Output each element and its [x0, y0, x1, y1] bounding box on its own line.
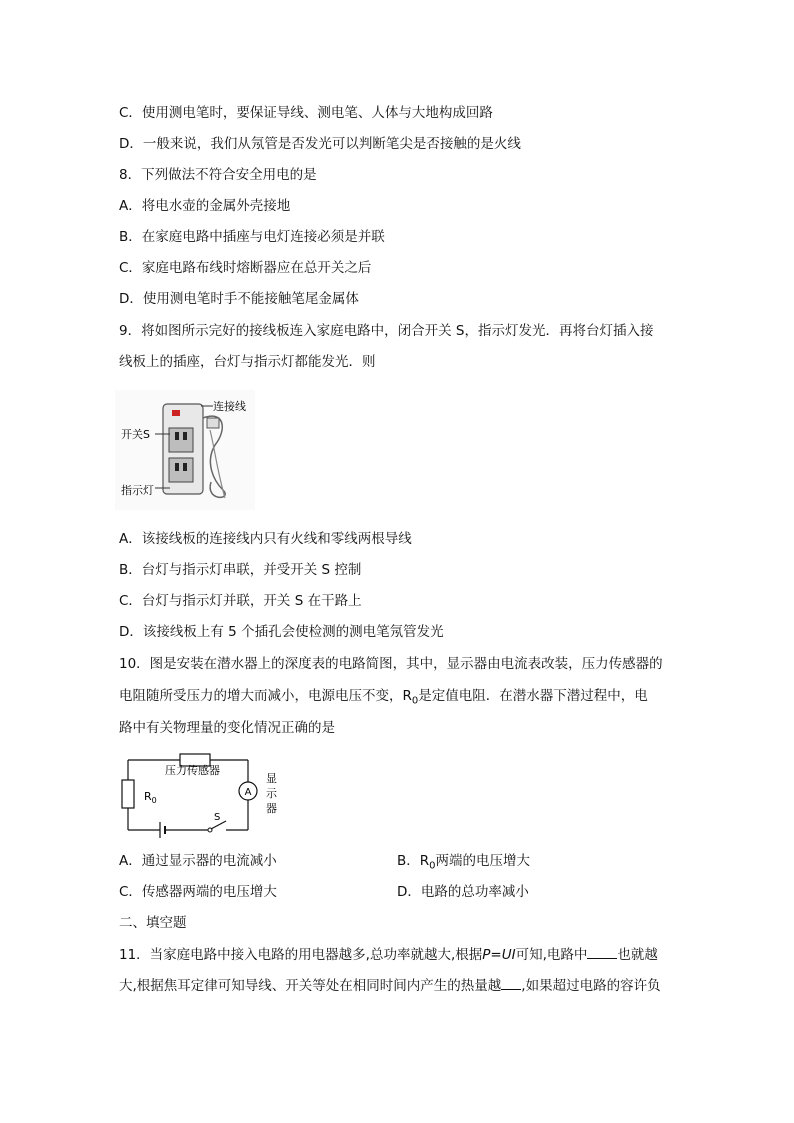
- ammeter-label: A: [244, 787, 252, 798]
- display-label-3: 器: [266, 802, 277, 815]
- option-9d: D．该接线板上有 5 个插孔会使检测的测电笔氖管发光: [119, 624, 444, 640]
- label-indicator: 指示灯: [121, 484, 154, 497]
- r0-symbol: $R_0$: [419, 853, 436, 872]
- option-8a: A．将电水壶的金属外壳接地: [119, 198, 291, 214]
- label-switch: 开关S: [121, 428, 150, 441]
- section-heading-fill-in: 二、填空题: [119, 915, 187, 931]
- display-label-2: 示: [266, 787, 277, 800]
- socket-bottom: [169, 458, 193, 482]
- question-11-line2: 大,根据焦耳定律可知导线、开关等处在相同时间内产生的热量越 ,如果超过电路的容许负: [119, 975, 661, 996]
- switch-button: [172, 410, 180, 416]
- socket-hole: [183, 432, 187, 440]
- plug: [207, 418, 219, 428]
- option-10a: A．通过显示器的电流减小: [119, 853, 277, 869]
- option-10c: C．传感器两端的电压增大: [119, 884, 277, 900]
- option-9a: A．该接线板的连接线内只有火线和零线两根导线: [119, 531, 412, 547]
- option-7d: D．一般来说，我们从氖管是否发光可以判断笔尖是否接触的是火线: [119, 136, 521, 152]
- option-10d: D．电路的总功率减小: [397, 884, 529, 900]
- question-11-line1: 11．当家庭电路中接入电路的用电器越多,总功率就越大,根据P=UI可知,电路中 也就越: [119, 944, 658, 965]
- option-9c: C．台灯与指示灯并联，开关 S 在干路上: [119, 593, 362, 609]
- question-10-line1: 10．图是安装在潜水器上的深度表的电路简图，其中，显示器由电流表改装，压力传感器的: [119, 656, 663, 672]
- socket-top: [169, 428, 193, 452]
- socket-hole: [183, 463, 187, 471]
- answer-blank[interactable]: [501, 975, 521, 990]
- label-wire: 连接线: [213, 400, 246, 413]
- socket-hole: [175, 432, 179, 440]
- answer-blank[interactable]: [587, 944, 617, 959]
- question-10-line2: 电阻随所受压力的增大而减小，电源电压不变，$R_0$是定值电阻．在潜水器下潜过程中，电: [119, 688, 648, 707]
- question-9-line2: 线板上的插座，台灯与指示灯都能发光．则: [119, 354, 376, 370]
- r0-label: $R_0$: [144, 790, 157, 805]
- display-label-1: 显: [266, 772, 277, 785]
- sensor-label: 压力传感器: [165, 764, 220, 777]
- option-8b: B．在家庭电路中插座与电灯连接必须是并联: [119, 229, 385, 245]
- switch-label: S: [214, 812, 221, 823]
- resistor-r0: [122, 780, 134, 808]
- question-10-line3: 路中有关物理量的变化情况正确的是: [119, 720, 335, 736]
- question-8: 8．下列做法不符合安全用电的是: [119, 167, 317, 183]
- option-10b: B．$R_0$两端的电压增大: [397, 853, 531, 872]
- socket-hole: [175, 463, 179, 471]
- option-8c: C．家庭电路布线时熔断器应在总开关之后: [119, 260, 372, 276]
- power-strip-figure: [115, 390, 255, 510]
- circuit-diagram: [118, 742, 288, 842]
- option-8d: D．使用测电笔时手不能接触笔尾金属体: [119, 291, 359, 307]
- option-9b: B．台灯与指示灯串联，并受开关 S 控制: [119, 562, 362, 578]
- r0-symbol: $R_0$: [402, 688, 419, 707]
- question-9-line1: 9．将如图所示完好的接线板连入家庭电路中，闭合开关 S，指示灯发光．再将台灯插入接: [119, 323, 654, 339]
- option-7c: C．使用测电笔时，要保证导线、测电笔、人体与大地构成回路: [119, 105, 493, 121]
